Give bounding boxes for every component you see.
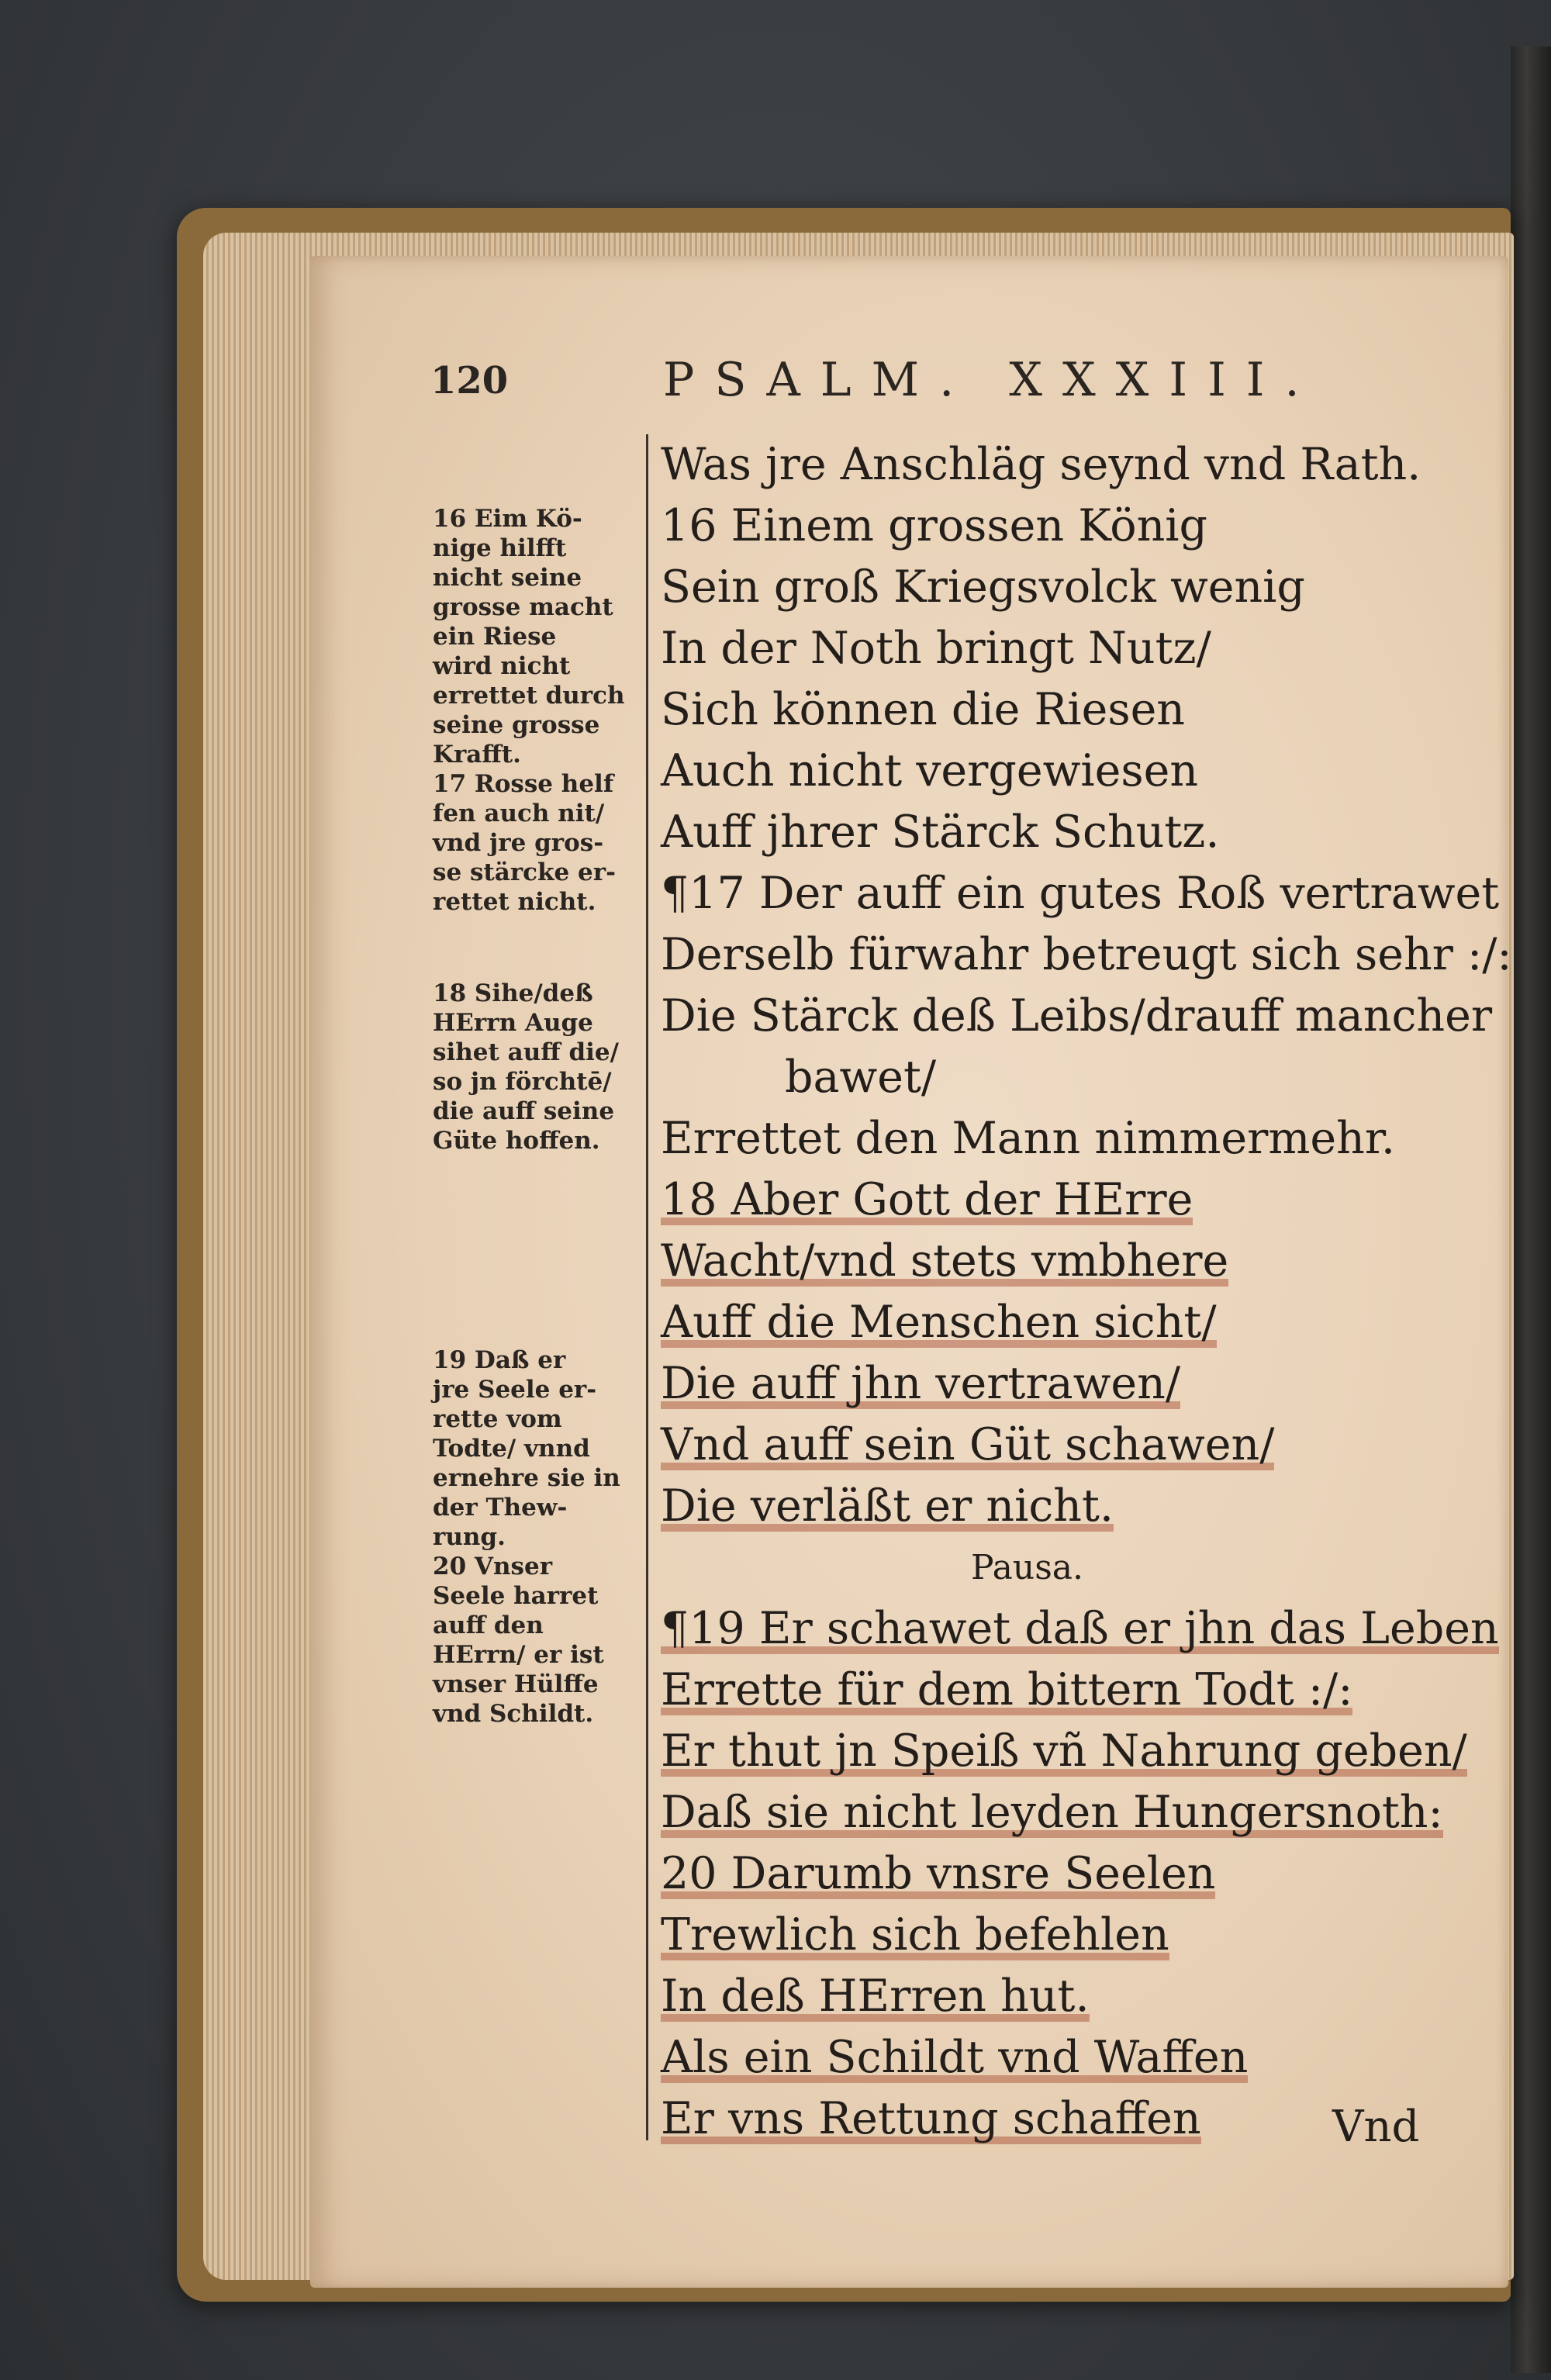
- verse-line: Derselb fürwahr betreugt sich sehr :/:: [661, 929, 1512, 980]
- margin-note-19: 19 Daß er jre Seele er- rette vom Todte/ vnnd ernehre sie in der Thew- rung.: [433, 1346, 620, 1551]
- verse-line-underlined: Die verläßt er nicht.: [661, 1480, 1114, 1532]
- verse-line-underlined: Die auff jhn vertrawen/: [661, 1358, 1181, 1409]
- facing-page-edge: [1511, 47, 1551, 2373]
- margin-note-16: 16 Eim Kö- nige hilfft nicht seine grosse macht ein Riese wird nicht errettet durch seine grosse Krafft.: [433, 505, 625, 769]
- verse-line: Sein groß Kriegsvolck wenig: [661, 561, 1305, 613]
- verse-line-underlined: ¶19 Er schawet daß er jhn das Leben: [661, 1603, 1499, 1654]
- verse-line: Auff jhrer Stärck Schutz.: [661, 807, 1220, 858]
- column-rule: [646, 434, 648, 2140]
- verse-line-underlined: 20 Darumb vnsre Seelen: [661, 1848, 1216, 1899]
- running-title: PSALM. XXXIII.: [663, 353, 1320, 407]
- verse-line-underlined: Er vns Rettung schaffen: [661, 2093, 1201, 2144]
- verse-line-underlined: Vnd auff sein Güt schawen/: [661, 1419, 1275, 1470]
- verse-line-underlined: In deß HErren hut.: [661, 1971, 1090, 2022]
- verse-line: Was jre Anschläg seynd vnd Rath.: [661, 439, 1421, 490]
- page-header: [430, 353, 1439, 415]
- verse-line-underlined: Trewlich sich befehlen: [661, 1909, 1169, 1960]
- verse-line-underlined: Wacht/vnd stets vmbhere: [661, 1235, 1229, 1287]
- margin-note-17: 17 Rosse helf fen auch nit/ vnd jre gros- se stärcke er- rettet nicht.: [433, 770, 616, 916]
- verse-line: ¶17 Der auff ein gutes Roß vertrawet: [661, 868, 1500, 919]
- verse-line-underlined: Als ein Schildt vnd Waffen: [661, 2032, 1249, 2083]
- pausa-label: Pausa.: [971, 1548, 1083, 1587]
- verse-line-underlined: Errette für dem bittern Todt :/:: [661, 1664, 1353, 1715]
- catchword: Vnd: [1332, 2102, 1420, 2152]
- verse-line: Errettet den Mann nimmermehr.: [661, 1113, 1395, 1164]
- verse-line: bawet/: [785, 1052, 937, 1103]
- verse-line-underlined: Auff die Menschen sicht/: [661, 1297, 1217, 1348]
- verse-column: [661, 434, 1512, 2150]
- verse-line: Die Stärck deß Leibs/drauff mancher: [661, 990, 1493, 1041]
- page-number: 120: [430, 359, 509, 402]
- margin-note-18: 18 Sihe/deß HErrn Auge sihet auff die/ so jn förchtē/ die auff seine Güte hoffen.: [433, 979, 619, 1155]
- margin-notes: [433, 504, 641, 1729]
- verse-line: In der Noth bringt Nutz/: [661, 623, 1211, 674]
- verse-line: Sich können die Riesen: [661, 684, 1186, 735]
- verse-line-underlined: Er thut jn Speiß vñ Nahrung geben/: [661, 1725, 1467, 1777]
- margin-note-20: 20 Vnser Seele harret auff den HErrn/ er ist vnser Hülffe vnd Schildt.: [433, 1553, 604, 1728]
- verse-line-underlined: Daß sie nicht leyden Hungersnoth:: [661, 1787, 1443, 1838]
- verse-line-underlined: 18 Aber Gott der HErre: [661, 1174, 1193, 1225]
- verse-line: 16 Einem grossen König: [661, 500, 1208, 551]
- verse-line: Auch nicht vergewiesen: [661, 745, 1199, 796]
